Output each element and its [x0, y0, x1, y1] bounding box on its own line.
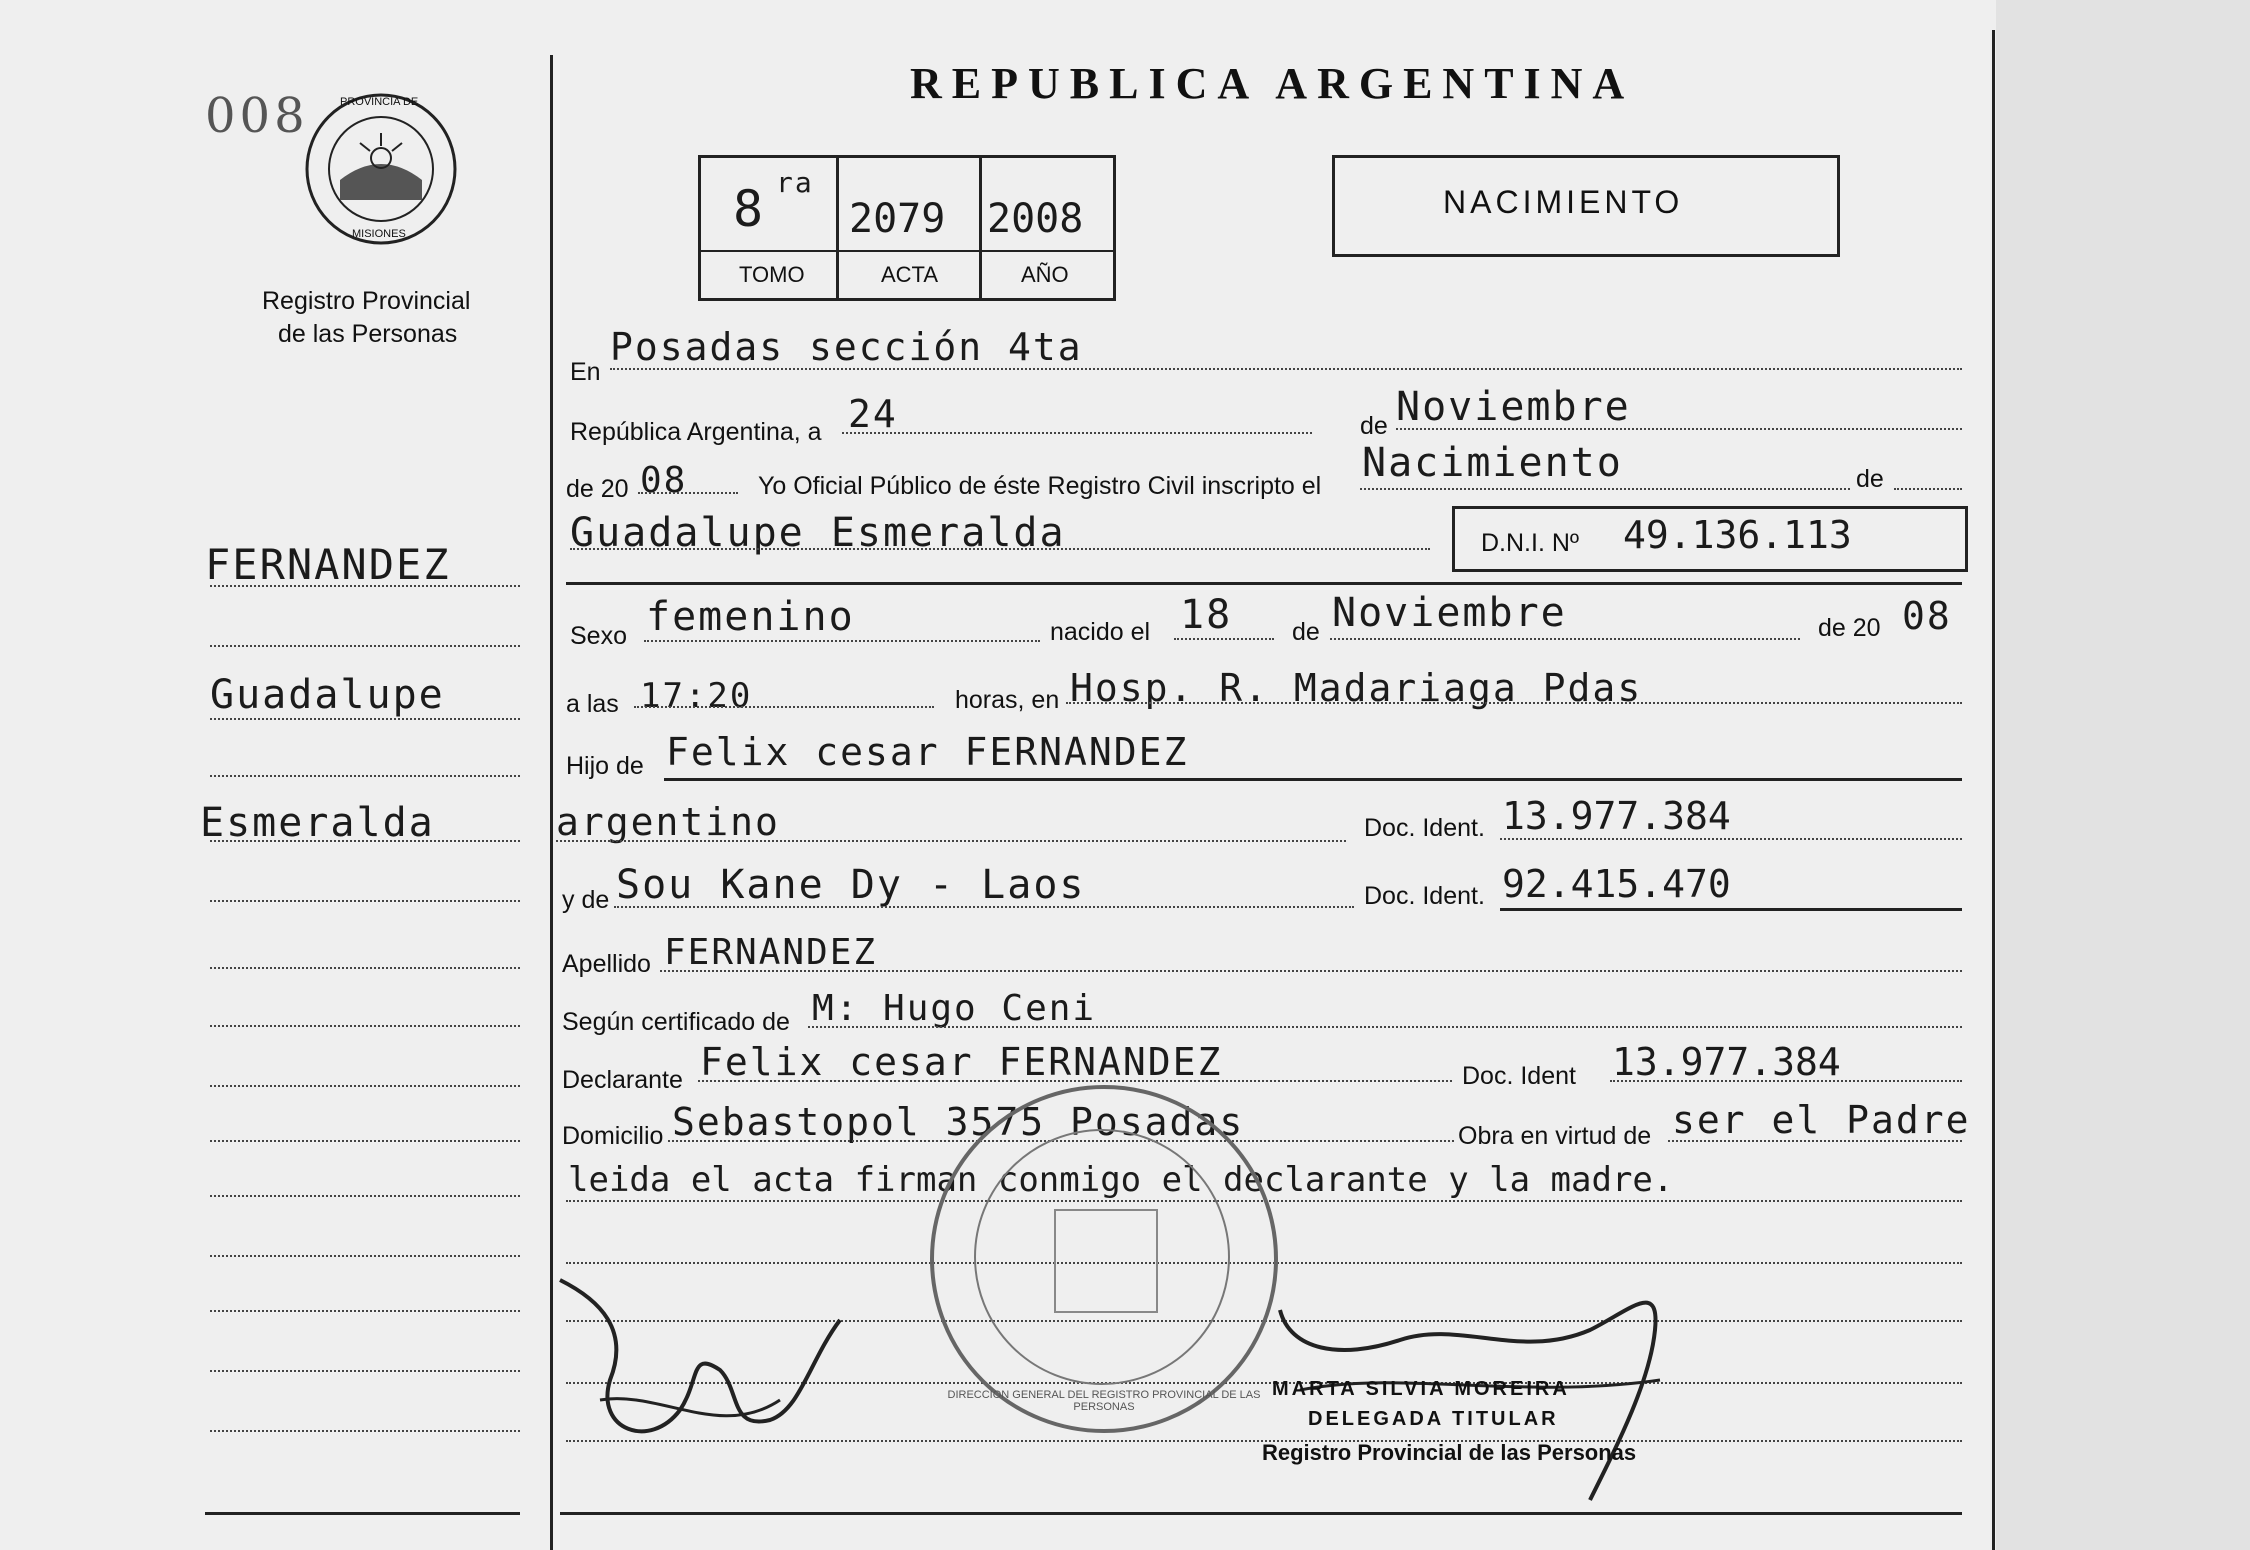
value-nombre: Guadalupe Esmeralda [570, 510, 1066, 556]
value-nacido-anio: 08 [1902, 594, 1952, 638]
value-padre-nacionalidad: argentino [556, 800, 780, 844]
declarant-signature [540, 1240, 870, 1510]
anio-value: 2008 [987, 196, 1084, 242]
stamp-text: DIRECCION GENERAL DEL REGISTRO PROVINCIAL DE LAS PERSONAS [947, 1389, 1261, 1413]
registry-line-1: Registro Provincial [262, 287, 471, 315]
margin-line [210, 775, 520, 777]
value-dni: 49.136.113 [1623, 513, 1852, 557]
label-segun: Según certificado de [562, 1008, 790, 1036]
tomo-value: 8 [733, 180, 766, 238]
margin-line [210, 900, 520, 902]
margin-note-first-name: Guadalupe [210, 672, 445, 718]
field-line [1330, 638, 1800, 640]
value-certificado: M: Hugo Ceni [812, 988, 1097, 1029]
value-domicilio: Sebastopol 3575 Posadas [672, 1100, 1245, 1144]
value-declarante: Felix cesar FERNANDEZ [700, 1040, 1223, 1084]
label-de-2: de [1856, 465, 1884, 493]
provincial-seal [300, 88, 462, 250]
margin-line [210, 718, 520, 720]
label-oficial: Yo Oficial Público de éste Registro Civil inscripto el [758, 472, 1322, 500]
margin-line [210, 1370, 520, 1372]
value-madre-doc: 92.415.470 [1502, 862, 1731, 906]
value-nacido-dia: 18 [1180, 592, 1233, 638]
margin-line [210, 585, 520, 587]
field-line [610, 368, 1962, 370]
value-apellido: FERNANDEZ [664, 932, 878, 973]
field-line [614, 906, 1354, 908]
officer-title: DELEGADA TITULAR [1308, 1408, 1559, 1430]
label-doc-ident: Doc. Ident. [1364, 814, 1485, 842]
tomo-superscript: ra [776, 166, 814, 199]
record-box-divider [979, 158, 982, 298]
label-hijo: Hijo de [566, 752, 644, 780]
officer-organization: Registro Provincial de las Personas [1262, 1440, 1637, 1465]
label-apellido: Apellido [562, 950, 651, 978]
margin-line [210, 1430, 520, 1432]
field-line [698, 1080, 1452, 1082]
acta-label: ACTA [881, 262, 939, 287]
label-horas: horas, en [955, 686, 1060, 714]
label-doc-ident-3: Doc. Ident [1462, 1062, 1576, 1090]
registry-line-2: de las Personas [278, 320, 458, 348]
record-type-box [1332, 155, 1840, 257]
value-dia: 24 [848, 392, 898, 436]
label-de: de [1360, 412, 1388, 440]
margin-line [210, 1310, 520, 1312]
label-en: En [570, 358, 601, 386]
value-mes: Noviembre [1396, 384, 1631, 430]
margin-line [210, 1195, 520, 1197]
field-line [1174, 638, 1274, 640]
value-leido: leida el acta firman conmigo el declarante y la madre. [568, 1160, 1674, 1200]
seal-top-text: PROVINCIA DE [340, 96, 419, 108]
field-line [1668, 1140, 1962, 1142]
section-divider [566, 582, 1962, 585]
record-box-divider [836, 158, 839, 298]
value-sexo: femenino [646, 594, 855, 640]
margin-line [210, 1025, 520, 1027]
officer-name: MARTA SILVIA MOREIRA [1272, 1378, 1570, 1400]
acta-value: 2079 [849, 196, 946, 242]
label-y-de: y de [562, 886, 610, 914]
field-line [1360, 488, 1850, 490]
field-line [644, 640, 1040, 642]
dni-box [1452, 506, 1968, 572]
field-line [1894, 488, 1962, 490]
value-obra: ser el Padre [1672, 1098, 1971, 1142]
field-line [664, 778, 1962, 781]
margin-bottom-line [205, 1512, 520, 1515]
field-line [808, 1026, 1962, 1028]
margin-line [210, 1255, 520, 1257]
field-line [634, 706, 934, 708]
margin-line [210, 1140, 520, 1142]
value-lugar: Posadas sección 4ta [610, 325, 1083, 369]
value-anio-corto: 08 [640, 460, 688, 501]
record-box-label-line [701, 250, 1113, 252]
field-line [1610, 1080, 1962, 1082]
label-doc-ident-2: Doc. Ident. [1364, 882, 1485, 910]
scan-background [1996, 0, 2250, 1550]
value-padre: Felix cesar FERNANDEZ [666, 730, 1189, 774]
record-number-box [698, 155, 1116, 301]
value-hora: 17:20 [640, 676, 753, 716]
label-obra: Obra en virtud de [1458, 1122, 1652, 1150]
record-type: NACIMIENTO [1443, 184, 1684, 220]
label-a-las: a las [566, 690, 619, 718]
field-line [660, 970, 1962, 972]
value-nacido-mes: Noviembre [1332, 590, 1567, 636]
margin-line [210, 840, 520, 842]
label-sexo: Sexo [570, 622, 627, 650]
field-line [1500, 908, 1962, 911]
field-line [570, 548, 1430, 550]
margin-line [210, 967, 520, 969]
stamp-center [1054, 1209, 1158, 1313]
value-inscripto: Nacimiento [1362, 440, 1623, 486]
value-lugar-nac: Hosp. R. Madariaga Pdas [1070, 666, 1643, 710]
margin-line [210, 1085, 520, 1087]
label-de-20: de 20 [566, 475, 629, 503]
official-stamp [930, 1085, 1278, 1433]
field-line [1396, 428, 1962, 430]
anio-label: AÑO [1021, 262, 1069, 287]
seal-bottom-text: MISIONES [352, 228, 406, 240]
field-line [556, 840, 1346, 842]
label-de-3: de [1292, 618, 1320, 646]
value-declarante-doc: 13.977.384 [1612, 1040, 1841, 1084]
tomo-label: TOMO [739, 262, 805, 287]
margin-note-second-name: Esmeralda [200, 800, 435, 846]
label-de-20b: de 20 [1818, 614, 1881, 642]
label-republica: República Argentina, a [570, 418, 822, 446]
margin-note-surname: FERNANDEZ [205, 540, 451, 589]
label-domicilio: Domicilio [562, 1122, 664, 1150]
field-line [1500, 838, 1962, 840]
page-number: 008 [205, 88, 309, 144]
frame-right-border [1992, 30, 1995, 1550]
value-madre: Sou Kane Dy - Laos [616, 862, 1086, 908]
label-dni: D.N.I. Nº [1481, 529, 1580, 557]
field-line [638, 492, 738, 494]
label-declarante: Declarante [562, 1066, 683, 1094]
field-line [842, 432, 1312, 434]
margin-line [210, 645, 520, 647]
label-nacido: nacido el [1050, 618, 1151, 646]
document-title: REPUBLICA ARGENTINA [910, 59, 1635, 108]
field-line [1066, 702, 1962, 704]
value-padre-doc: 13.977.384 [1502, 794, 1731, 838]
